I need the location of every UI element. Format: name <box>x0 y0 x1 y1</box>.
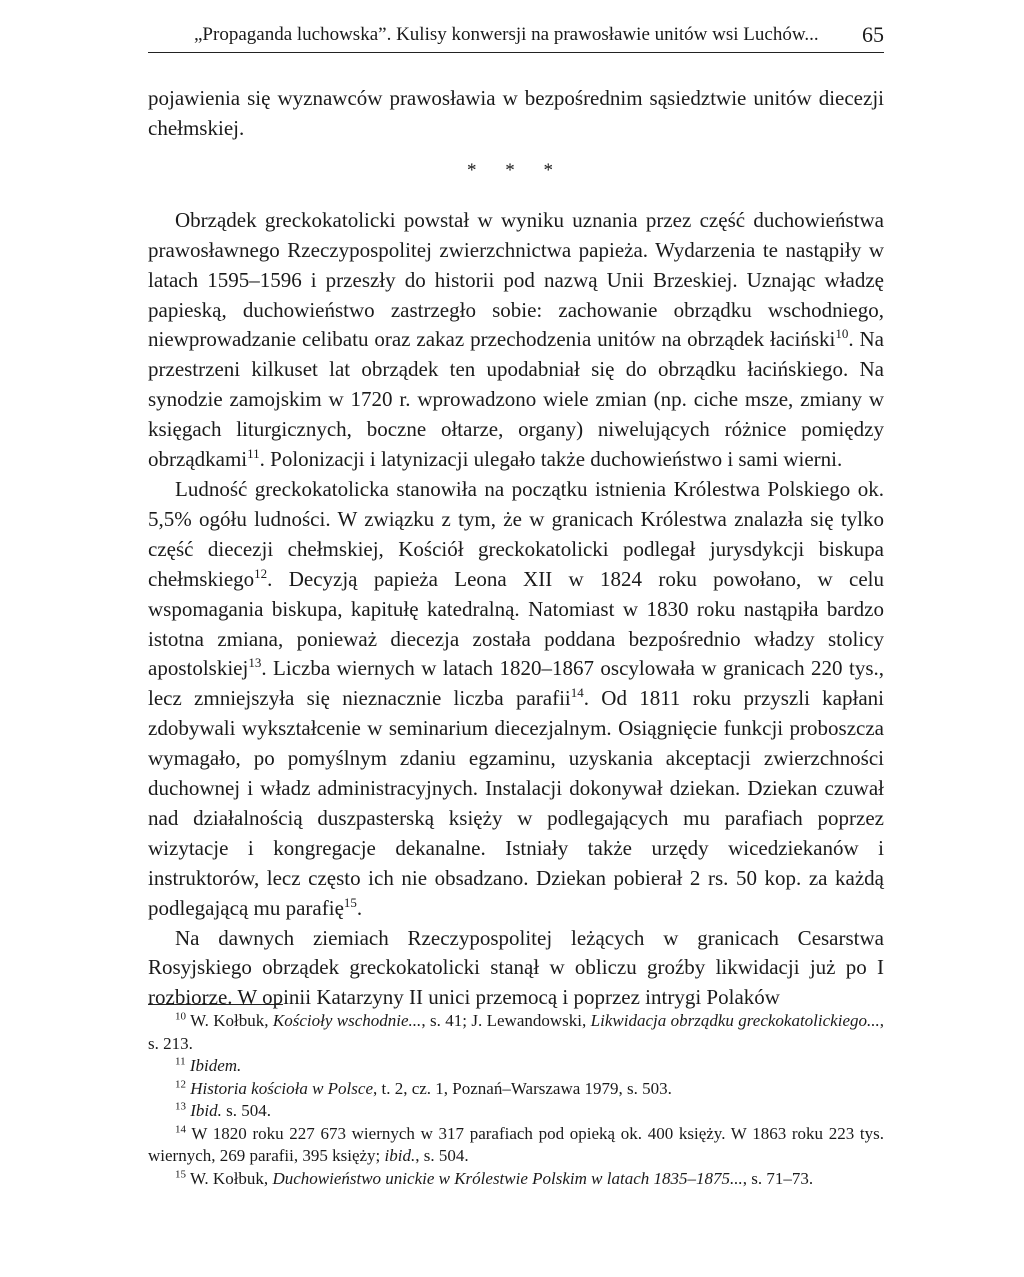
paragraph-text: Obrządek greckokatolicki powstał w wyniku uznania przez część duchowieństwa prawosławnego Rzeczypospolitej zwierzchnictwa papieża. Wydarzenia te nastąpiły w latach 1595–1596 i przeszły do historii pod nazwą Unii Brzeskiej. Uznając władzę papieską, duchowieństwo zastrzegło sobie: zachowanie obrządku wschodniego, niewprowadzanie celibatu oraz zakaz przechodzenia unitów na obrządek łaciński <box>148 207 884 352</box>
footnote-text: W 1820 roku 227 673 wiernych w 317 parafiach pod opieką ok. 400 księży. W 1863 roku 223 tys. wiernych, 269 parafii, 395 księży; <box>148 1123 884 1165</box>
running-title: „Propaganda luchowska”. Kulisy konwersji na prawosławie unitów wsi Luchów... <box>194 24 819 45</box>
paragraph-continuation <box>148 84 884 144</box>
footnote <box>148 1055 884 1078</box>
footnote-text: W. Kołbuk, <box>186 1011 273 1030</box>
footnote <box>148 1123 884 1168</box>
paragraph-text: . Decyzją papieża Leona XII w 1824 roku powołano, w celu wspomagania biskupa, kapitułę katedralną. Natomiast w 1830 roku nastąpiła bardzo istotna zmiana, ponieważ diecezja została poddana bezpośrednio władzy stolicy apostolskiej <box>148 566 884 681</box>
footnote-number: 13 <box>175 1100 186 1113</box>
paragraph-text: Na dawnych ziemiach Rzeczypospolitej leżących w granicach Cesarstwa Rosyjskiego obrządek greckokatolicki stanął w obliczu groźby likwidacji już po I rozbiorze. W opinii Katarzyny II unici przemocą i poprzez intrygi Polaków <box>148 925 884 1010</box>
citation-title: Ibidem. <box>185 1056 242 1075</box>
footnote-ref[interactable]: 13 <box>248 655 262 671</box>
paragraph <box>148 924 884 1014</box>
footnote-ref[interactable]: 14 <box>570 685 584 701</box>
main-text <box>148 84 884 1013</box>
footnote-number: 11 <box>175 1055 186 1068</box>
footnote-number: 15 <box>175 1167 186 1180</box>
footnote-text: , t. 2, cz. 1, Poznań–Warszawa 1979, s. 503. <box>372 1078 672 1098</box>
footnote <box>148 1078 884 1101</box>
citation-title: Duchowieństwo unickie w Królestwie Polskim w latach 1835–1875... <box>272 1168 743 1188</box>
footnote-divider <box>148 1004 283 1005</box>
running-header <box>148 20 884 53</box>
footnote-number: 12 <box>175 1077 186 1090</box>
section-separator: * * * <box>467 159 565 181</box>
page-number: 65 <box>862 22 884 47</box>
footnote-number: 10 <box>175 1010 186 1023</box>
citation-title: ibid. <box>384 1146 416 1165</box>
paragraph-text: . Liczba wiernych w latach 1820–1867 oscylowała w granicach 220 tys., lecz zmniejszyła się nieznacznie liczba parafii <box>148 656 884 711</box>
footnote-text: , s. 213. <box>148 1011 884 1053</box>
paragraph-text: pojawienia się wyznawców prawosławia w bezpośrednim sąsiedztwie unitów diecezji chełmskiej. <box>148 86 884 140</box>
footnote-ref[interactable]: 10 <box>835 326 849 342</box>
citation-title: Historia kościoła w Polsce <box>186 1078 373 1098</box>
citation-title: Likwidacja obrządku greckokatolickiego... <box>590 1011 880 1030</box>
paragraph <box>148 206 884 475</box>
citation-title: Ibid. <box>186 1101 222 1120</box>
footnote-ref[interactable]: 11 <box>247 446 260 462</box>
footnote <box>148 1100 884 1123</box>
footnote-ref[interactable]: 15 <box>343 894 357 910</box>
footnotes <box>148 1010 884 1190</box>
paragraph <box>148 475 884 924</box>
footnote-text: s. 504. <box>221 1101 272 1120</box>
footnote-ref[interactable]: 12 <box>254 565 268 581</box>
paragraph-text: Ludność greckokatolicka stanowiła na początku istnienia Królestwa Polskiego ok. 5,5% ogółu ludności. W związku z tym, że w granicach Królestwa znalazła się tylko część diecezji chełmskiej, Kościół greckokatolicki podlegał jurysdykcji biskupa chełmskiego <box>148 476 884 591</box>
footnote <box>148 1010 884 1055</box>
paragraph-text: . Od 1811 roku przyszli kapłani zdobywali wykształcenie w seminarium diecezjalnym. Osiągnięcie funkcji proboszcza wymagało, po pomyślnym zdaniu egzaminu, uzyskania akceptacji zwierzchności duchownej i władz administracyjnych. Instalacji dokonywał dziekan. Dziekan czuwał nad działalnością duszpasterską księży w podlegających mu parafiach poprzez wizytacje i kongregacje dekanalne. Istniały także urzędy wicedziekanów i instruktorów, lecz często ich nie obsadzano. Dziekan pobierał 2 rs. 50 kop. za każdą podlegającą mu parafię <box>148 686 884 920</box>
paragraph-text: . <box>356 895 363 920</box>
paragraph-text: . Na przestrzeni kilkuset lat obrządek ten upodabniał się do obrządku łacińskiego. Na synodzie zamojskim w 1720 r. wprowadzono wiele zmian (np. ciche msze, zmiany w księgach liturgicznych, boczne ołtarze, organy) niwelujących różnice pomiędzy obrządkami <box>148 327 884 472</box>
footnote-text: W. Kołbuk, <box>186 1168 273 1188</box>
footnote-text: , s. 504. <box>415 1146 469 1165</box>
footnote-text: , s. 71–73. <box>742 1168 814 1188</box>
footnote-text: , s. 41; J. Lewandowski, <box>421 1011 591 1030</box>
citation-title: Kościoły wschodnie... <box>272 1011 422 1030</box>
footnote-number: 14 <box>175 1122 186 1135</box>
footnote <box>148 1168 884 1191</box>
paragraph-text: . Polonizacji i latynizacji ulegało także duchowieństwo i sami wierni. <box>259 447 843 472</box>
